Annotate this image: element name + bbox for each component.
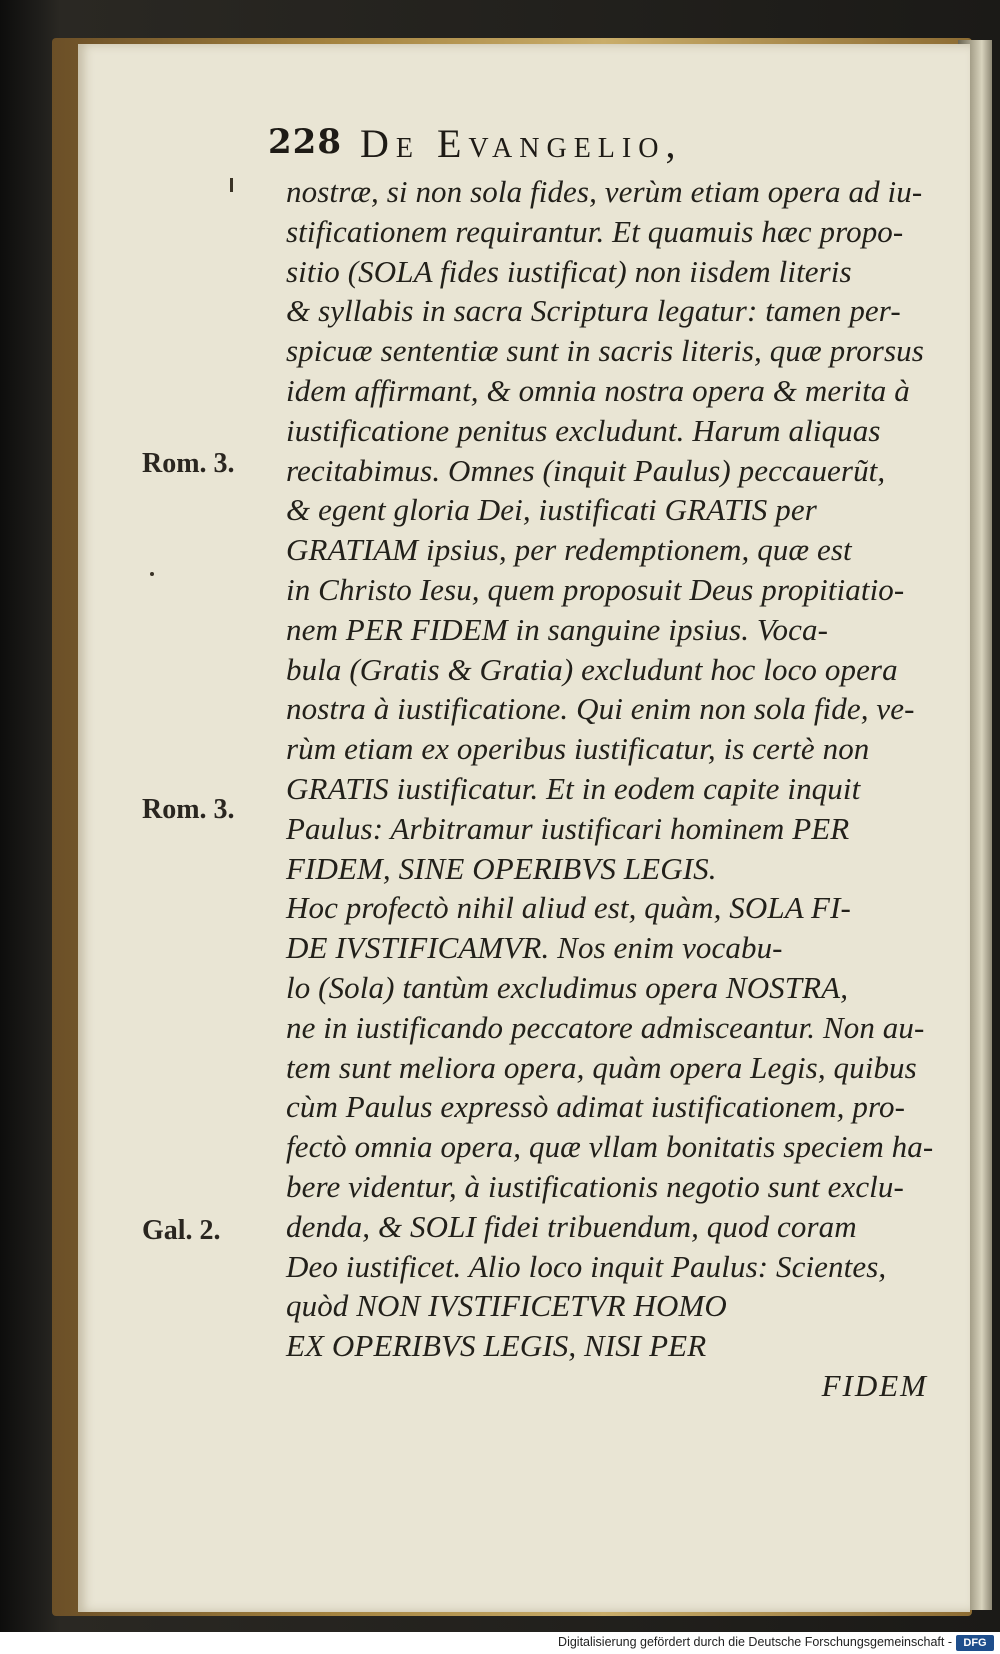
text-line: bula (Gratis & Gratia) excludunt hoc loco opera <box>286 651 898 687</box>
text-line: nostra à iustificatione. Qui enim non sola fide, ve- <box>286 691 915 727</box>
text-line: quòd NON IVSTIFICETVR HOMO <box>286 1288 727 1324</box>
text-line: ne in iustificando peccatore admisceantur. Non au- <box>286 1009 925 1045</box>
text-line: denda, & SOLI fidei tribuendum, quod coram <box>286 1208 857 1244</box>
text-line: cùm Paulus expressò adimat iustificationem, pro- <box>286 1089 905 1125</box>
text-line-catchword: FIDEM <box>821 1367 928 1403</box>
text-line: Hoc profectò nihil aliud est, quàm, SOLA FI- <box>286 890 851 926</box>
text-line: in Christo Iesu, quem proposuit Deus propitiatio- <box>286 571 905 607</box>
running-head: De Evangelio, <box>360 121 683 166</box>
text-line: sitio (SOLA fides iustificat) non iisdem literis <box>286 253 852 289</box>
text-line: nostræ, si non sola fides, verùm etiam opera ad iu- <box>286 174 923 209</box>
text-line: Deo iustificet. Alio loco inquit Paulus: Scientes, <box>286 1248 887 1284</box>
page-header <box>268 118 788 168</box>
text-line: DE IVSTIFICAMVR. Nos enim vocabu- <box>286 930 783 966</box>
margin-dot-mark <box>150 572 154 576</box>
text-line: recitabimus. Omnes (inquit Paulus) peccauerũt, <box>286 452 886 488</box>
text-line: stificationem requirantur. Et quamuis hæc propo- <box>286 213 904 249</box>
main-text <box>286 172 938 1406</box>
margin-note-rom-3b: Rom. 3. <box>142 794 235 825</box>
text-line: Paulus: Arbitramur iustificari hominem PER <box>286 810 850 846</box>
dfg-logo: DFG <box>956 1635 994 1651</box>
text-line: & syllabis in sacra Scriptura legatur: tamen per- <box>286 293 901 329</box>
margin-note-gal-2: Gal. 2. <box>142 1215 221 1246</box>
margin-note-rom-3a: Rom. 3. <box>142 448 235 479</box>
text-line: rùm etiam ex operibus iustificatur, is certè non <box>286 731 870 767</box>
footer-bar <box>0 1632 1000 1654</box>
text-line: EX OPERIBVS LEGIS, NISI PER <box>286 1328 707 1364</box>
text-line: & egent gloria Dei, iustificati GRATIS per <box>286 492 817 528</box>
funding-credit: Digitalisierung gefördert durch die Deutsche Forschungsgemeinschaft - <box>558 1635 952 1649</box>
text-line: bere videntur, à iustificationis negotio sunt exclu- <box>286 1168 904 1204</box>
text-line: tem sunt meliora opera, quàm opera Legis, quibus <box>286 1049 917 1085</box>
text-line: GRATIS iustificatur. Et in eodem capite inquit <box>286 770 861 806</box>
text-line: GRATIAM ipsius, per redemptionem, quæ est <box>286 532 852 568</box>
page-number: 228 <box>268 122 342 162</box>
text-line: fectò omnia opera, quæ vllam bonitatis speciem ha- <box>286 1129 934 1165</box>
text-line: spicuæ sententiæ sunt in sacris literis, quæ prorsus <box>286 333 924 369</box>
text-line: idem affirmant, & omnia nostra opera & merita à <box>286 372 910 408</box>
margin-tick-mark <box>230 178 233 192</box>
text-line: lo (Sola) tantùm excludimus opera NOSTRA, <box>286 969 849 1005</box>
text-line: FIDEM, SINE OPERIBVS LEGIS. <box>286 850 717 886</box>
text-line: nem PER FIDEM in sanguine ipsius. Voca- <box>286 611 828 647</box>
text-line: iustificatione penitus excludunt. Harum aliquas <box>286 412 881 448</box>
